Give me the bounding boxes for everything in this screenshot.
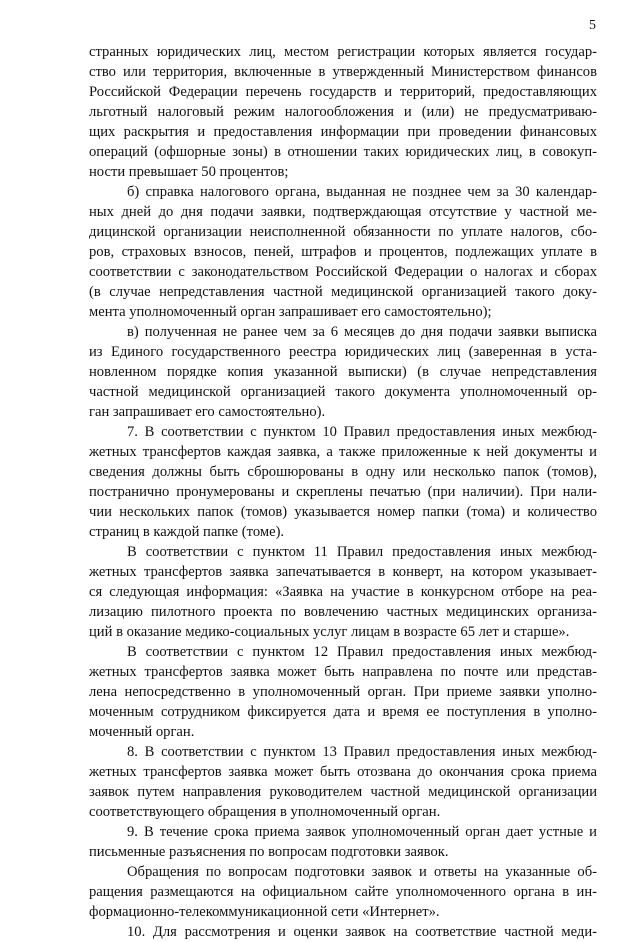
- text-line: операций (офшорные зоны) в отношении таких юридических лиц, в совокуп-: [89, 144, 597, 160]
- text-line: ций в оказание медико-социальных услуг лицам в возрасте 65 лет и старше».: [89, 624, 570, 640]
- text-line: жетных трансфертов заявка может быть направлена по почте или представ-: [89, 664, 597, 680]
- text-line: странных юридических лиц, местом регистрации которых является государ-: [89, 44, 597, 60]
- text-line: Российской Федерации перечень государств и территорий, предоставляющих: [89, 84, 597, 100]
- text-line: жетных трансфертов заявка запечатывается в конверт, на котором указывает-: [89, 564, 597, 580]
- text-line: постранично пронумерованы и скреплены печатью (при наличии). При нали-: [89, 484, 597, 500]
- text-line: щих раскрытия и предоставления информации при проведении финансовых: [89, 124, 597, 140]
- text-line: сведения должны быть сброшюрованы в одну или несколько папок (томов),: [89, 464, 597, 480]
- document-body: [89, 42, 597, 942]
- text-line: моченный орган.: [89, 724, 195, 740]
- text-line: ров, страховых взносов, пеней, штрафов и процентов, подлежащих уплате в: [89, 244, 597, 260]
- text-line: ство или территория, включенные в утвержденный Министерством финансов: [89, 64, 597, 80]
- text-line: новленном порядке копия указанной выписки) (в случае непредставления: [89, 364, 597, 380]
- text-line: страниц в каждой папке (томе).: [89, 524, 285, 540]
- text-line: в) полученная не ранее чем за 6 месяцев до дня подачи заявки выписка: [127, 324, 597, 340]
- text-line: моченным сотрудником фиксируется дата и время ее поступления в уполно-: [89, 704, 597, 720]
- text-line: льготный налоговый режим налогообложения и (или) не предусматриваю-: [89, 104, 597, 120]
- text-line: соответствующего обращения в уполномоченный орган.: [89, 804, 441, 820]
- text-line: Обращения по вопросам подготовки заявок и ответы на указанные об-: [127, 864, 597, 880]
- text-line: мента уполномоченный орган запрашивает его самостоятельно);: [89, 304, 492, 320]
- text-line: письменные разъяснения по вопросам подготовки заявок.: [89, 844, 449, 860]
- text-line: В соответствии с пунктом 12 Правил предоставления иных межбюд-: [127, 644, 597, 660]
- text-line: 8. В соответствии с пунктом 13 Правил предоставления иных межбюд-: [127, 744, 597, 760]
- text-line: жетных трансфертов каждая заявка, а также приложенные к ней документы и: [89, 444, 597, 460]
- text-line: (в случае непредставления частной медицинской организацией такого доку-: [89, 284, 597, 300]
- text-line: ся следующая информация: «Заявка на участие в конкурсном отборе на реа-: [89, 584, 597, 600]
- text-line: дицинской организации неисполненной обязанности по уплате налогов, сбо-: [89, 224, 597, 240]
- text-line: ращения размещаются на официальном сайте уполномоченного органа в ин-: [89, 884, 597, 900]
- text-line: жетных трансфертов заявка может быть отозвана до окончания срока приема: [89, 764, 597, 780]
- text-line: заявок путем направления руководителем частной медицинской организации: [89, 784, 597, 800]
- text-line: ных дней до дня подачи заявки, подтверждающая отсутствие у частной ме-: [89, 204, 597, 220]
- text-line: ган запрашивает его самостоятельно).: [89, 404, 326, 420]
- text-line: 7. В соответствии с пунктом 10 Правил предоставления иных межбюд-: [127, 424, 597, 440]
- text-line: соответствии с законодательством Российской Федерации о налогах и сборах: [89, 264, 597, 280]
- text-line: 9. В течение срока приема заявок уполномоченный орган дает устные и: [127, 824, 597, 840]
- text-line: формационно-телекоммуникационной сети «Интернет».: [89, 904, 440, 920]
- text-line: чии нескольких папок (томов) указывается номер папки (тома) и количество: [89, 504, 597, 520]
- text-line: лизацию пилотного проекта по вовлечению частных медицинских организа-: [89, 604, 597, 620]
- text-line: частной медицинской организацией такого документа уполномоченный ор-: [89, 384, 597, 400]
- text-line: из Единого государственного реестра юридических лиц (заверенная в уста-: [89, 344, 597, 360]
- text-line: В соответствии с пунктом 11 Правил предоставления иных межбюд-: [127, 544, 597, 560]
- text-line: б) справка налогового органа, выданная не позднее чем за 30 календар-: [127, 184, 597, 200]
- text-line: лена непосредственно в уполномоченный орган. При приеме заявки уполно-: [89, 684, 597, 700]
- text-line: 10. Для рассмотрения и оценки заявок на соответствие частной меди-: [127, 924, 597, 940]
- text-line: ности превышает 50 процентов;: [89, 164, 289, 180]
- page-number: 5: [589, 18, 596, 33]
